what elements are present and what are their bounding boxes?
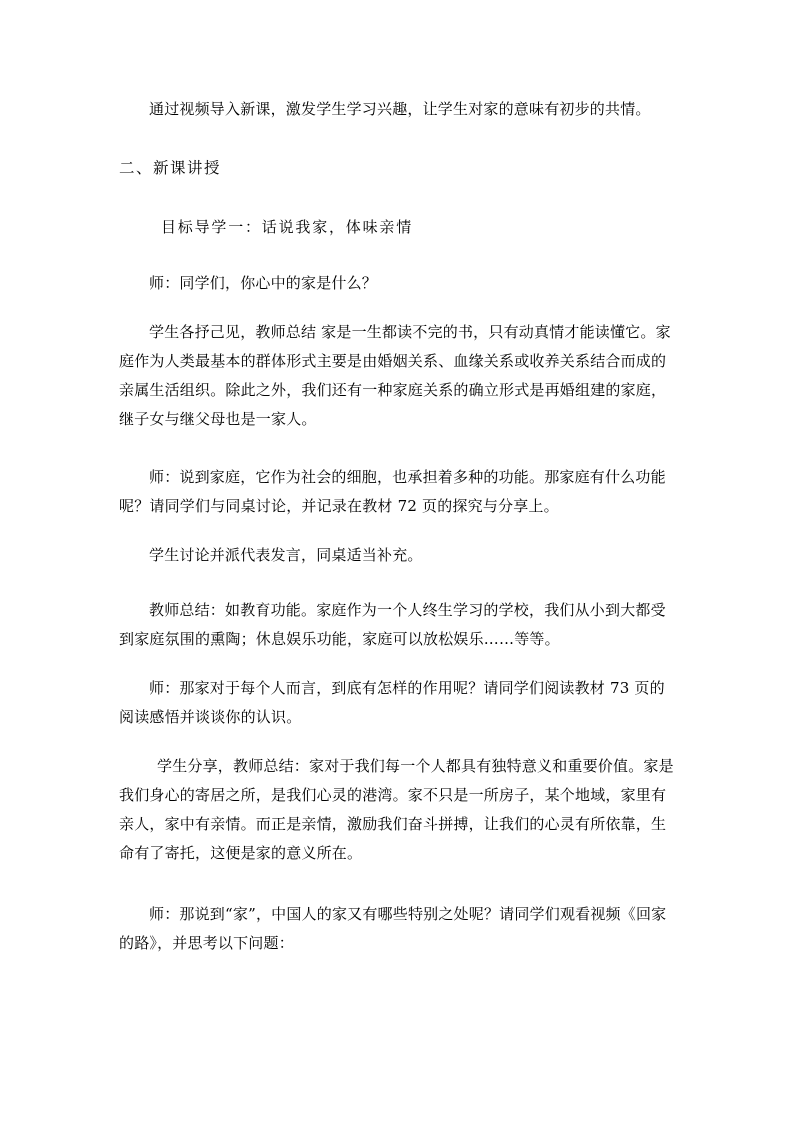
video-question-paragraph: 师：那说到“家”，中国人的家又有哪些特别之处呢？请同学们观看视频《回家的路》，并思考以下问题：	[119, 905, 667, 952]
teacher-summary-paragraph: 教师总结：如教育功能。家庭作为一个人终生学习的学校，我们从小到大都受到家庭氛围的熏陶；休息娱乐功能，家庭可以放松娱乐……等等。	[119, 601, 666, 648]
student-discussion-paragraph: 学生讨论并派代表发言，同桌适当补充。	[149, 546, 423, 564]
intro-paragraph: 通过视频导入新课，激发学生学习兴趣，让学生对家的意味有初步的共情。	[149, 100, 651, 118]
teacher-question-paragraph: 师：同学们，你心中的家是什么？	[149, 274, 378, 292]
goal-heading: 目标导学一：话说我家，体味亲情	[161, 218, 414, 236]
section-heading: 二、新课讲授	[119, 159, 222, 177]
family-meaning-paragraph: 学生分享，教师总结：家对于我们每一个人都具有独特意义和重要价值。家是我们身心的寄居之所，是我们心灵的港湾。家不只是一所房子，某个地域，家里有亲人，家中有亲情。而正是亲情，激励我们奋斗拼搏，让我们的心灵有所依靠，生命有了寄托，这便是家的意义所在。	[119, 757, 674, 862]
reading-question-paragraph: 师：那家对于每个人而言，到底有怎样的作用呢？请同学们阅读教材 73 页的阅读感悟并谈谈你的认识。	[119, 679, 665, 726]
family-definition-paragraph: 学生各抒己见，教师总结 家是一生都读不完的书，只有动真情才能读懂它。家庭作为人类最基本的群体形式主要是由婚姻关系、血缘关系或收养关系结合而成的亲属生活组织。除此之外，我们还有一种家庭关系的确立形式是再婚组建的家庭，继子女与继父母也是一家人。	[119, 323, 671, 428]
family-function-question-paragraph: 师：说到家庭，它作为社会的细胞，也承担着多种的功能。那家庭有什么功能呢？请同学们与同桌讨论，并记录在教材 72 页的探究与分享上。	[119, 468, 666, 515]
